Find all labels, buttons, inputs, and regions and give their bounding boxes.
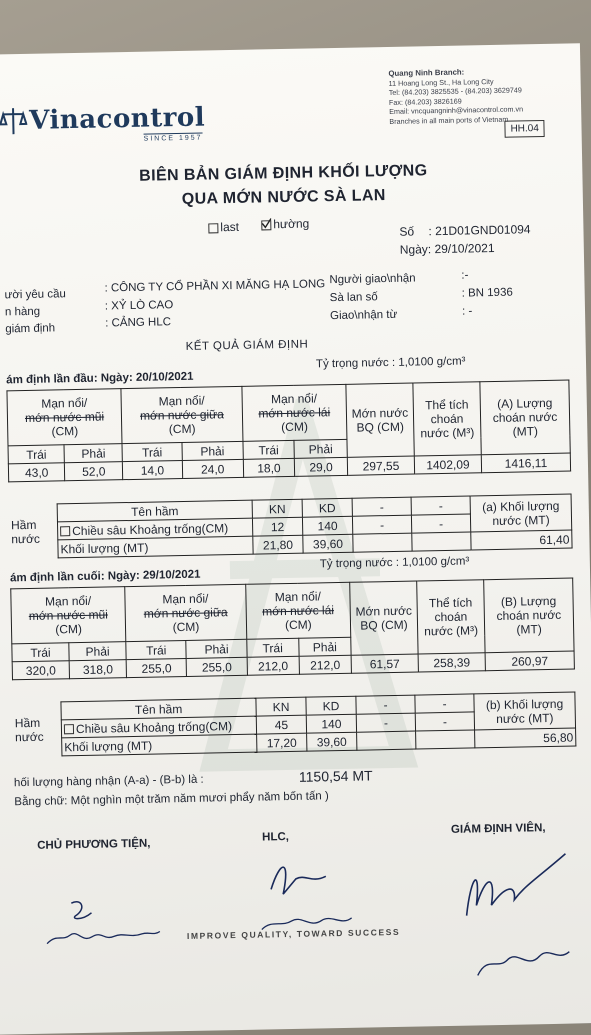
owner-sign-label: CHỦ PHƯƠNG TIỆN, <box>37 837 151 852</box>
initial-tank-table <box>9 494 573 560</box>
giaonhan-label: Người giao\nhận <box>329 272 416 287</box>
surveyor-signature <box>455 844 578 986</box>
initial-heading: ám định lần đầu: Ngày: 20/10/2021 <box>6 370 194 387</box>
value-cell: 43,0 <box>8 463 65 482</box>
value-cell: 1402,09 <box>414 455 481 474</box>
right-label: Phải <box>299 637 352 656</box>
right-label: Phải <box>64 444 122 463</box>
result-title: KẾT QUẢ GIÁM ĐỊNH <box>185 338 309 353</box>
branch-line: Fax: (84.203) 3826169 <box>388 96 462 107</box>
left-label: Trái <box>122 443 182 462</box>
value-cell: 260,97 <box>485 651 574 671</box>
col-bq-header: Mớn nước BQ (CM) <box>350 581 418 655</box>
empty-cell <box>357 731 416 750</box>
slogan: IMPROVE QUALITY, TOWARD SUCCESS <box>186 926 401 941</box>
depth-row-label: Chiều sâu Khoảng trống(CM) <box>57 518 252 540</box>
mass-row-label: Khối lượng (MT) <box>62 734 257 756</box>
value-cell: 297,55 <box>347 456 414 475</box>
value-cell: 212,0 <box>299 655 352 674</box>
dash-cell: - <box>356 695 415 714</box>
doc-title-line1: BIÊN BẢN GIÁM ĐỊNH KHỐI LƯỢNG <box>139 162 428 185</box>
since-label: SINCE 1957 <box>143 134 203 143</box>
dash-cell: - <box>415 694 474 713</box>
kn-depth: 45 <box>256 715 306 734</box>
place-value: : CẢNG HLC <box>105 316 172 330</box>
dash-cell: - <box>356 713 415 732</box>
kn-mass: 21,80 <box>253 535 303 554</box>
branch-info <box>388 66 523 126</box>
net-cargo-label: hối lượng hàng nhận (A-a) - (B-b) là : <box>13 773 204 790</box>
value-cell: 14,0 <box>123 461 183 480</box>
right-label: Phải <box>294 439 347 458</box>
value-cell: 18,0 <box>243 458 295 477</box>
value-cell: 318,0 <box>69 660 126 679</box>
giaonhan-value: :- <box>461 269 469 282</box>
col-giua-header: Mạn nổi/ mớn nước giữa (CM) <box>125 584 247 641</box>
salan-value: : BN 1936 <box>461 286 513 300</box>
requester-label: ười yêu cầu <box>4 288 67 302</box>
col-result-b-header: (B) Lượng choán nước (MT) <box>484 578 574 653</box>
from-label: Giao\nhận từ <box>329 308 398 323</box>
left-label: Trái <box>126 640 187 659</box>
value-cell: 258,39 <box>418 653 485 672</box>
place-label: giám định <box>5 322 56 336</box>
kn-header: KN <box>256 697 306 716</box>
branch-line: Branches in all main ports of Vietnam <box>389 114 509 126</box>
kd-header: KD <box>306 696 356 715</box>
net-cargo-value: 1150,54 MT <box>298 767 373 785</box>
hlc-signature <box>250 848 362 940</box>
water-b-header: (b) Khối lượng nước (MT) <box>474 692 576 730</box>
branch-line: 11 Hoang Long St., Ha Long City <box>388 76 494 88</box>
kn-depth: 12 <box>252 517 302 536</box>
kd-depth: 140 <box>302 516 352 535</box>
doc-date: Ngày: 29/10/2021 <box>399 240 495 257</box>
salan-label: Sà lan số <box>329 291 378 305</box>
value-cell: 52,0 <box>65 462 123 481</box>
water-b-value: 56,80 <box>475 728 576 748</box>
depth-checkbox[interactable] <box>64 724 74 734</box>
col-mui-header: Mạn nổi/ mớn nước mũi (CM) <box>11 587 126 644</box>
col-giua-header: Mạn nổi/ mớn nước giữa (CM) <box>121 386 243 443</box>
vinacontrol-logo-icon <box>0 106 28 137</box>
logo-text: Vinacontrol <box>28 102 206 136</box>
value-cell: 29,0 <box>295 457 348 476</box>
final-draft-table <box>10 578 575 681</box>
tank-label: Hầm nước <box>14 715 44 744</box>
left-label: Trái <box>243 440 295 459</box>
kd-mass: 39,60 <box>307 732 357 751</box>
kd-depth: 140 <box>306 714 356 733</box>
empty-cell <box>416 730 475 749</box>
dash-cell: - <box>352 497 411 516</box>
col-lai-header: Mạn nổi/ mớn nước lái (CM) <box>245 582 350 639</box>
col-lai-header: Mạn nổi/ mớn nước lái (CM) <box>242 384 347 441</box>
value-cell: 1416,11 <box>481 453 570 473</box>
doc-title-line2: QUA MỚN NƯỚC SÀ LAN <box>181 187 386 208</box>
value-cell: 255,0 <box>126 658 187 677</box>
depth-row-label: Chiều sâu Khoảng trống(CM) <box>61 716 256 738</box>
water-a-value: 61,40 <box>471 530 572 550</box>
tank-name-header: Tên hầm <box>57 500 252 522</box>
cargo-value: : XỶ LÒ CAO <box>104 299 174 313</box>
depth-checkbox[interactable] <box>60 526 70 536</box>
dash-cell: - <box>352 515 411 534</box>
left-label: Trái <box>12 643 69 662</box>
right-label: Phải <box>182 441 243 460</box>
final-density: Tỷ trọng nước : 1,0100 g/cm³ <box>319 555 470 571</box>
empty-cell <box>412 532 471 551</box>
from-value: : - <box>461 305 473 318</box>
final-heading: ám định lần cuối: Ngày: 29/10/2021 <box>9 568 201 585</box>
kn-header: KN <box>252 499 302 518</box>
branch-line: Email: vncquangninh@vinacontrol.com.vn <box>389 104 524 117</box>
mass-row-label: Khối lượng (MT) <box>58 536 253 558</box>
tank-label: Hầm nước <box>10 517 41 546</box>
value-cell: 212,0 <box>247 656 299 675</box>
survey-document <box>0 43 591 1035</box>
dash-cell: - <box>415 712 474 731</box>
dash-cell: - <box>411 514 470 533</box>
doc-number-label: Số <box>399 224 415 239</box>
dash-cell: - <box>411 496 470 515</box>
initial-density: Tỷ trọng nước : 1,0100 g/cm³ <box>315 355 466 371</box>
final-tank-table <box>12 691 576 757</box>
cargo-label: n hàng <box>4 305 41 319</box>
col-mui-header: Mạn nổi/ mớn nước mũi (CM) <box>7 389 122 446</box>
kd-mass: 39,60 <box>303 534 353 553</box>
amount-in-words: Bằng chữ: Một nghìn một trăm năm mươi phẩy năm bốn tấn ) <box>14 790 329 809</box>
col-volume-header: Thể tích choán nước (M³) <box>413 382 481 456</box>
right-label: Phải <box>69 642 126 661</box>
checkbox-last[interactable] <box>208 223 218 233</box>
kd-header: KD <box>302 498 352 517</box>
option-normal: hường <box>261 217 309 232</box>
left-label: Trái <box>8 445 65 464</box>
checkbox-normal-checked[interactable] <box>261 220 271 230</box>
tank-name-header: Tên hầm <box>61 698 256 720</box>
hlc-sign-label: HLC, <box>261 831 290 844</box>
form-code: HH.04 <box>504 120 545 138</box>
col-result-a-header: (A) Lượng choán nước (MT) <box>480 380 570 455</box>
value-cell: 255,0 <box>187 657 248 676</box>
value-cell: 320,0 <box>12 661 69 680</box>
col-volume-header: Thể tích choán nước (M³) <box>417 580 485 654</box>
doc-number-value: : 21D01GND01094 <box>428 222 531 239</box>
option-last: last <box>208 220 239 235</box>
check-mark-icon <box>261 218 271 228</box>
initial-draft-table <box>6 380 571 483</box>
branch-line: Tel: (84.203) 3825535 - (84.203) 3629749 <box>388 85 522 98</box>
value-cell: 24,0 <box>182 459 243 478</box>
empty-cell <box>353 533 412 552</box>
branch-title: Quang Ninh Branch: <box>388 67 465 78</box>
requester-value: : CÔNG TY CỔ PHẦN XI MĂNG HẠ LONG <box>104 278 326 295</box>
value-cell: 61,57 <box>351 654 418 673</box>
col-bq-header: Mớn nước BQ (CM) <box>346 383 414 457</box>
right-label: Phải <box>186 639 247 658</box>
left-label: Trái <box>246 638 298 657</box>
water-a-header: (a) Khối lượng nước (MT) <box>470 494 572 532</box>
kn-mass: 17,20 <box>257 733 307 752</box>
surveyor-sign-label: GIÁM ĐỊNH VIÊN, <box>450 822 546 836</box>
owner-signature <box>41 891 162 953</box>
